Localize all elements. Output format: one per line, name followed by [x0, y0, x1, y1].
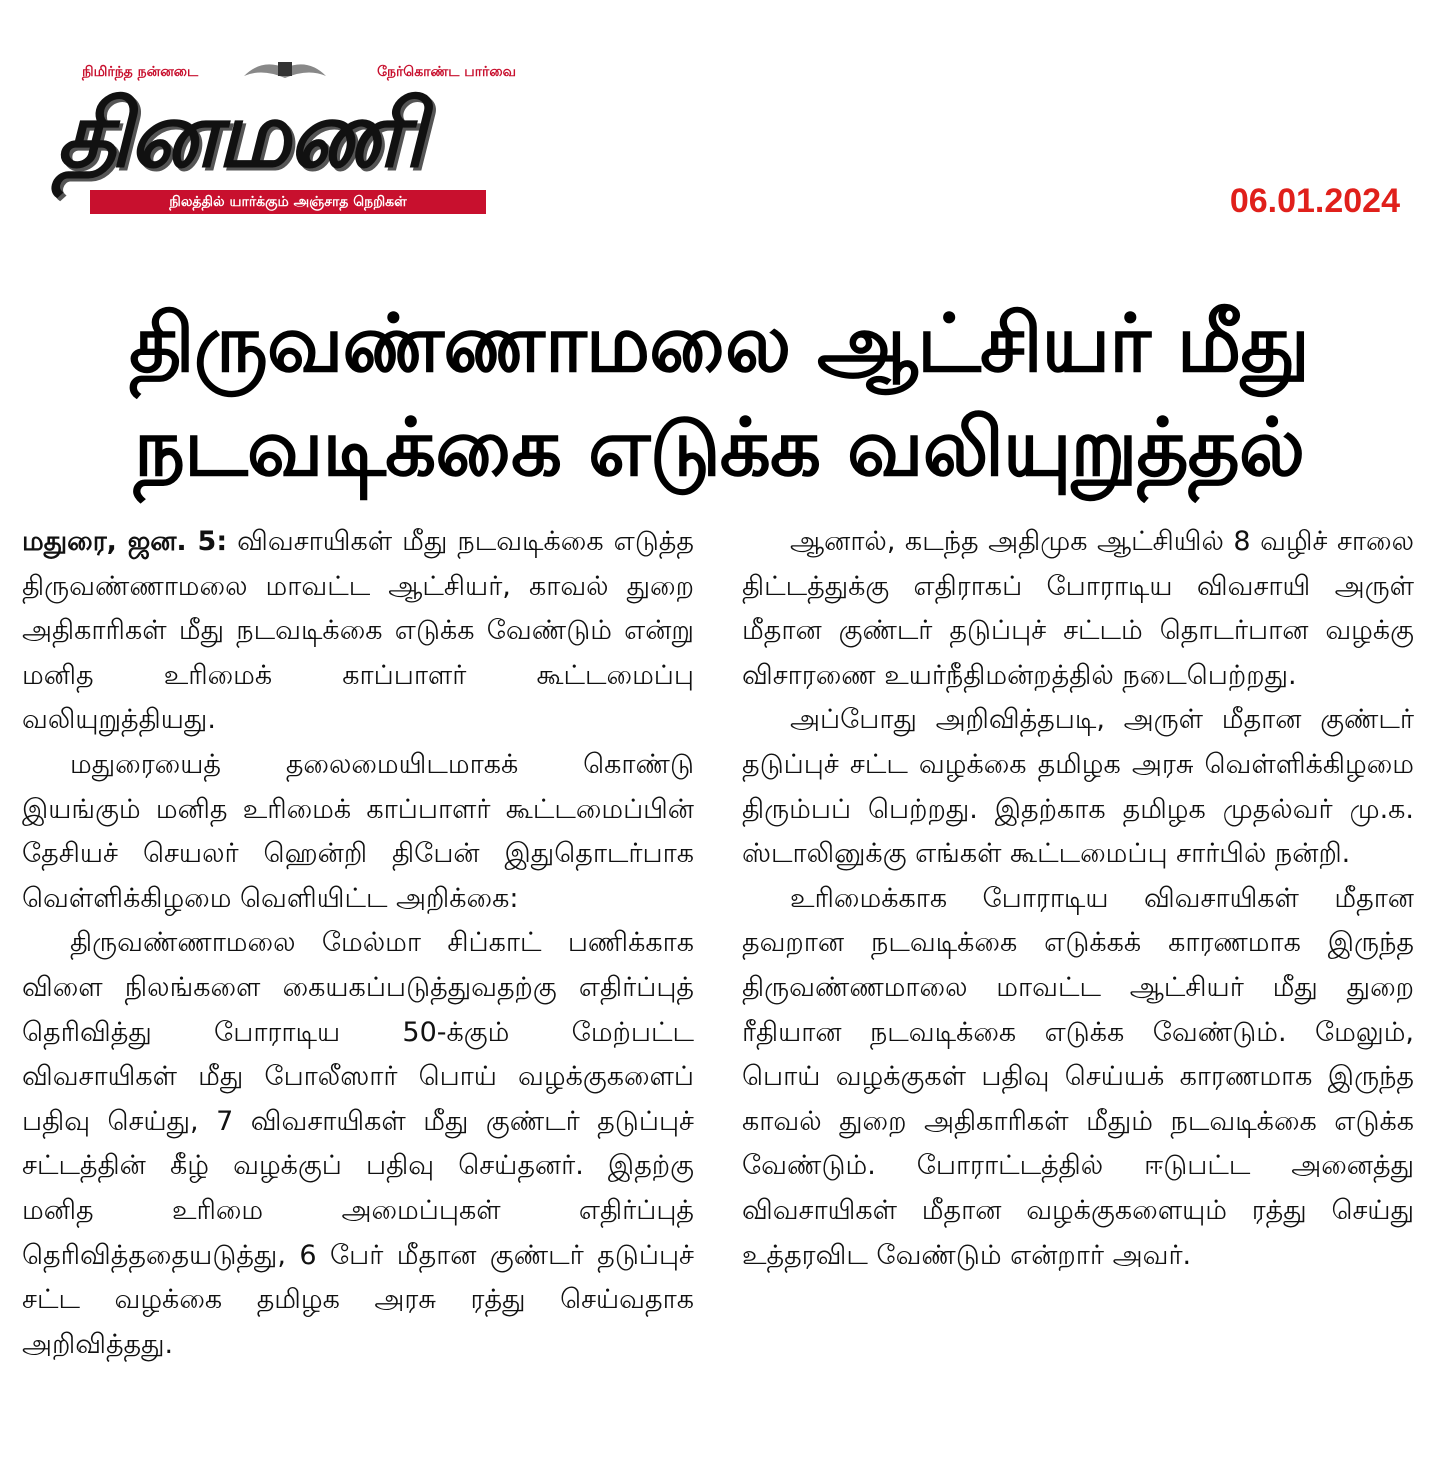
publication-date: 06.01.2024 — [1229, 182, 1400, 220]
article-column-right — [742, 520, 1414, 1278]
masthead-slogan: நிலத்தில் யார்க்கும் அஞ்சாத நெறிகள் — [90, 190, 486, 214]
article-paragraph: அப்போது அறிவித்தபடி, அருள் மீதான குண்டர் தடுப்புச் சட்ட வழக்கை தமிழக அரசு வெள்ளிக்கிழமை திரும்பப் பெற்றது. இதற்காக தமிழக முதல்வர் மு.க. ஸ்டாலினுக்கு எங்கள் கூட்டமைப்பு சார்பில் நன்றி. — [742, 704, 1414, 870]
article-paragraph: திருவண்ணாமலை மேல்மா சிப்காட் பணிக்காக விளை நிலங்களை கையகப்படுத்துவதற்கு எதிர்ப்புத் தெரிவித்து போராடிய 50-க்கும் மேற்பட்ட விவசாயிகள் மீது போலீஸார் பொய் வழக்குகளைப் பதிவு செய்து, 7 விவசாயிகள் மீது குண்டர் தடுப்புச் சட்டத்தின் கீழ் வழக்குப் பதிவு செய்தனர். இதற்கு மனித உரிமை அமைப்புகள் எதிர்ப்புத் தெரிவித்ததையடுத்து, 6 பேர் மீதான குண்டர் தடுப்புச் சட்ட வழக்கை தமிழக அரசு ரத்து செய்வதாக அறிவித்தது. — [22, 927, 694, 1360]
article-paragraph: மதுரையைத் தலைமையிடமாகக் கொண்டு இயங்கும் மனித உரிமைக் காப்பாளர் கூட்டமைப்பின் தேசியச் செயலர் ஹென்றி திபேன் இதுதொடர்பாக வெள்ளிக்கிழமை வெளியிட்ட அறிக்கை: — [22, 748, 694, 914]
headline-line-1: திருவண்ணாமலை ஆட்சியர் மீது — [129, 297, 1309, 390]
masthead-logo: தினமணி — [56, 81, 424, 188]
article-paragraph: ஆனால், கடந்த அதிமுக ஆட்சியில் 8 வழிச் சாலை திட்டத்துக்கு எதிராகப் போராடிய விவசாயி அருள் மீதான குண்டர் தடுப்புச் சட்டம் தொடர்பான வழக்கு விசாரணை உயர்நீதிமன்றத்தில் நடைபெற்றது. — [742, 526, 1414, 691]
masthead-tagline-right: நேர்கொண்ட பார்வை — [377, 64, 516, 80]
article-dateline: மதுரை, ஜன. 5: — [22, 526, 228, 557]
masthead-tagline-left: நிமிர்ந்த நன்னடை — [82, 64, 199, 80]
masthead — [56, 56, 526, 216]
headline — [20, 292, 1418, 500]
article-paragraph-text: விவசாயிகள் மீது நடவடிக்கை எடுத்த திருவண்ணாமலை மாவட்ட ஆட்சியர், காவல் துறை அதிகாரிகள் மீது நடவடிக்கை எடுக்க வேண்டும் என்று மனித உரிமைக் காப்பாளர் கூட்டமைப்பு வலியுறுத்தியது. — [22, 526, 694, 736]
article-paragraph: உரிமைக்காக போராடிய விவசாயிகள் மீதான தவறான நடவடிக்கை எடுக்கக் காரணமாக இருந்த திருவண்ணமாலை மாவட்ட ஆட்சியர் மீது துறை ரீதியான நடவடிக்கை எடுக்க வேண்டும். மேலும், பொய் வழக்குகள் பதிவு செய்யக் காரணமாக இருந்த காவல் துறை அதிகாரிகள் மீதும் நடவடிக்கை எடுக்க வேண்டும். போராட்டத்தில் ஈடுபட்ட அனைத்து விவசாயிகள் மீதான வழக்குகளையும் ரத்து செய்து உத்தரவிட வேண்டும் என்றார் அவர். — [742, 882, 1414, 1271]
article-paragraph — [22, 520, 694, 743]
headline-line-2: நடவடிக்கை எடுக்க வலியுறுத்தல் — [133, 401, 1305, 494]
article-column-left — [22, 520, 694, 1367]
